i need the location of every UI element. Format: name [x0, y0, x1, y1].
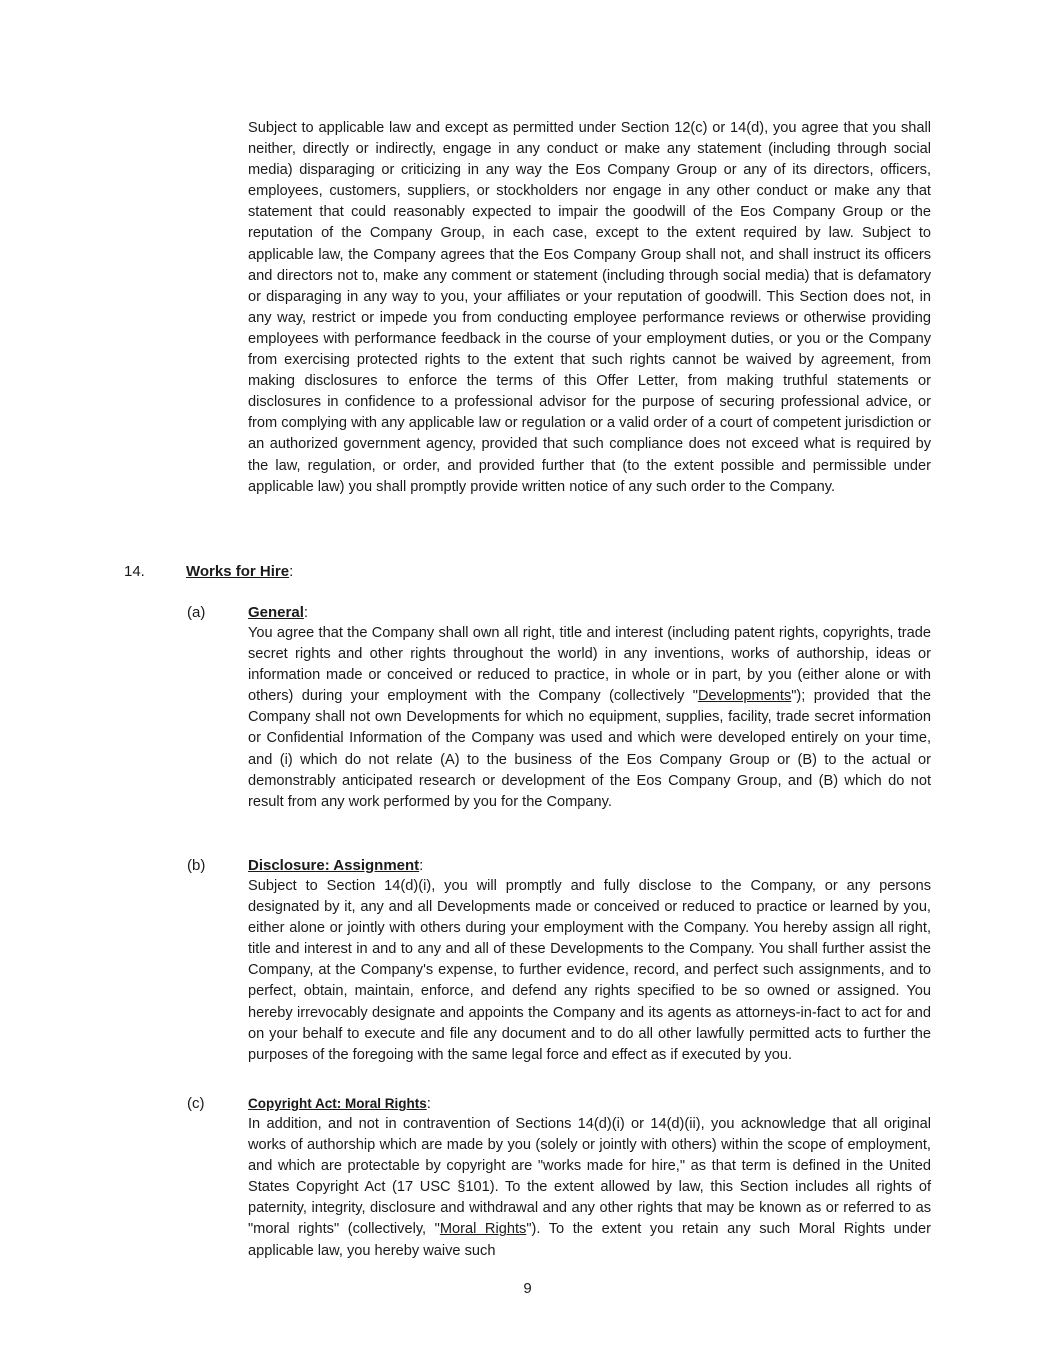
section-title-text: Works for Hire [186, 563, 290, 580]
subsection-a-heading [248, 602, 308, 623]
subsection-b-body: Subject to Section 14(d)(i), you will promptly and fully disclose to the Company, or any persons designated by it, any and all Developments made or conceived or reduced to practice or learned by you, either alone or jointly with others during your employment with the Company. You hereby assign all right, title and interest in and to any and all of these Developments to the Company. You shall further assist the Company, at the Company's expense, to further evidence, record, and perfect such assignments, and to perfect, obtain, maintain, enforce, and defend any rights specified to be so owned or assigned. You hereby irrevocably designate and appoints the Company and its agents as attorneys-in-fact to act for and on your behalf to execute and file any document and to do all other lawfully permitted acts to further the purposes of the foregoing with the same legal force and effect as if executed by you. [248, 878, 931, 1063]
subsection-b-heading-colon: : [419, 857, 424, 874]
subsection-a-letter: (a) [187, 604, 206, 621]
subsection-c-letter: (c) [187, 1095, 205, 1112]
subsection-b-letter: (b) [187, 857, 206, 874]
subsection-b-heading-text: Disclosure: Assignment [248, 857, 420, 874]
subsection-a-text-before: You agree that the Company shall own all right, title and interest (including patent rights, copyrights, trade secret rights and other rights throughout the world) in any inventions, works of authorship, ideas or information made or conceived or reduced to practice, in whole or in part, by you (either alone or with others) during your employment with the Company (collectively " [248, 625, 931, 705]
section-title-colon: : [289, 563, 294, 580]
subsection-a-heading-text: General [248, 604, 304, 621]
subsection-c-heading-text: Copyright Act: Moral Rights [248, 1096, 427, 1111]
subsection-c-heading-colon: : [426, 1095, 431, 1112]
subsection-c-heading [248, 1093, 431, 1114]
page-number: 9 [523, 1280, 532, 1297]
subsection-b-heading [248, 855, 423, 876]
subsection-c-body [248, 1114, 931, 1262]
section-number: 14. [124, 563, 145, 580]
subsection-c-text-after: "). To the extent you retain any such Moral Rights under applicable law, you hereby waive such [248, 1221, 931, 1259]
section-title [186, 561, 293, 582]
subsection-a-text-after: "); provided that the Company shall not own Developments for which no equipment, supplies, facility, trade secret information or Confidential Information of the Company was used and which were developed entirely on your time, and (i) which do not relate (A) to the business of the Eos Company Group or (B) to the actual or demonstrably anticipated research or development of the Eos Company Group, and (B) which do not result from any work performed by you for the Company. [248, 688, 931, 810]
developments-defined-term: Developments [697, 688, 792, 705]
subsection-c-text-before: In addition, and not in contravention of Sections 14(d)(i) or 14(d)(ii), you acknowledge that all original works of authorship which are made by you (solely or jointly with others) within the scope of employment, and which are protectable by copyright are "works made for hire," as that term is defined in the United States Copyright Act (17 USC §101). To the extent allowed by law, this Section includes all rights of paternity, integrity, disclosure and withdrawal and any other rights that may be known as or referred to as "moral rights" (collectively, " [248, 1116, 931, 1238]
moral-rights-defined-term: Moral Rights [439, 1221, 527, 1238]
non-disparagement-paragraph: Subject to applicable law and except as permitted under Section 12(c) or 14(d), you agree that you shall neither, directly or indirectly, engage in any conduct or make any statement (including through social media) disparaging or criticizing in any way the Eos Company Group or any of its directors, officers, employees, customers, suppliers, or stockholders nor engage in any other conduct or make any that statement that could reasonably expected to impair the goodwill of the Eos Company Group or the reputation of the Company Group, in each case, except to the extent required by law. Subject to applicable law, the Company agrees that the Eos Company Group shall not, and shall instruct its officers and directors not to, make any comment or statement (including through social media) that is defamatory or disparaging in any way to you, your affiliates or your reputation of goodwill. This Section does not, in any way, restrict or impede you from conducting employee performance reviews or otherwise providing employees with performance feedback in the course of your employment duties, or you or the Company from exercising protected rights to the extent that such rights cannot be waived by agreement, from making disclosures to enforce the terms of this Offer Letter, from making truthful statements or disclosures in confidence to a professional advisor for the purpose of securing professional advice, or from complying with any applicable law or regulation or a valid order of a court of competent jurisdiction or an authorized government agency, provided that such compliance does not exceed what is required by the law, regulation, or order, and provided further that (to the extent possible and permissible under applicable law) you shall promptly provide written notice of any such order to the Company. [248, 120, 931, 495]
subsection-a-heading-colon: : [303, 604, 309, 621]
subsection-a-body [248, 623, 931, 813]
